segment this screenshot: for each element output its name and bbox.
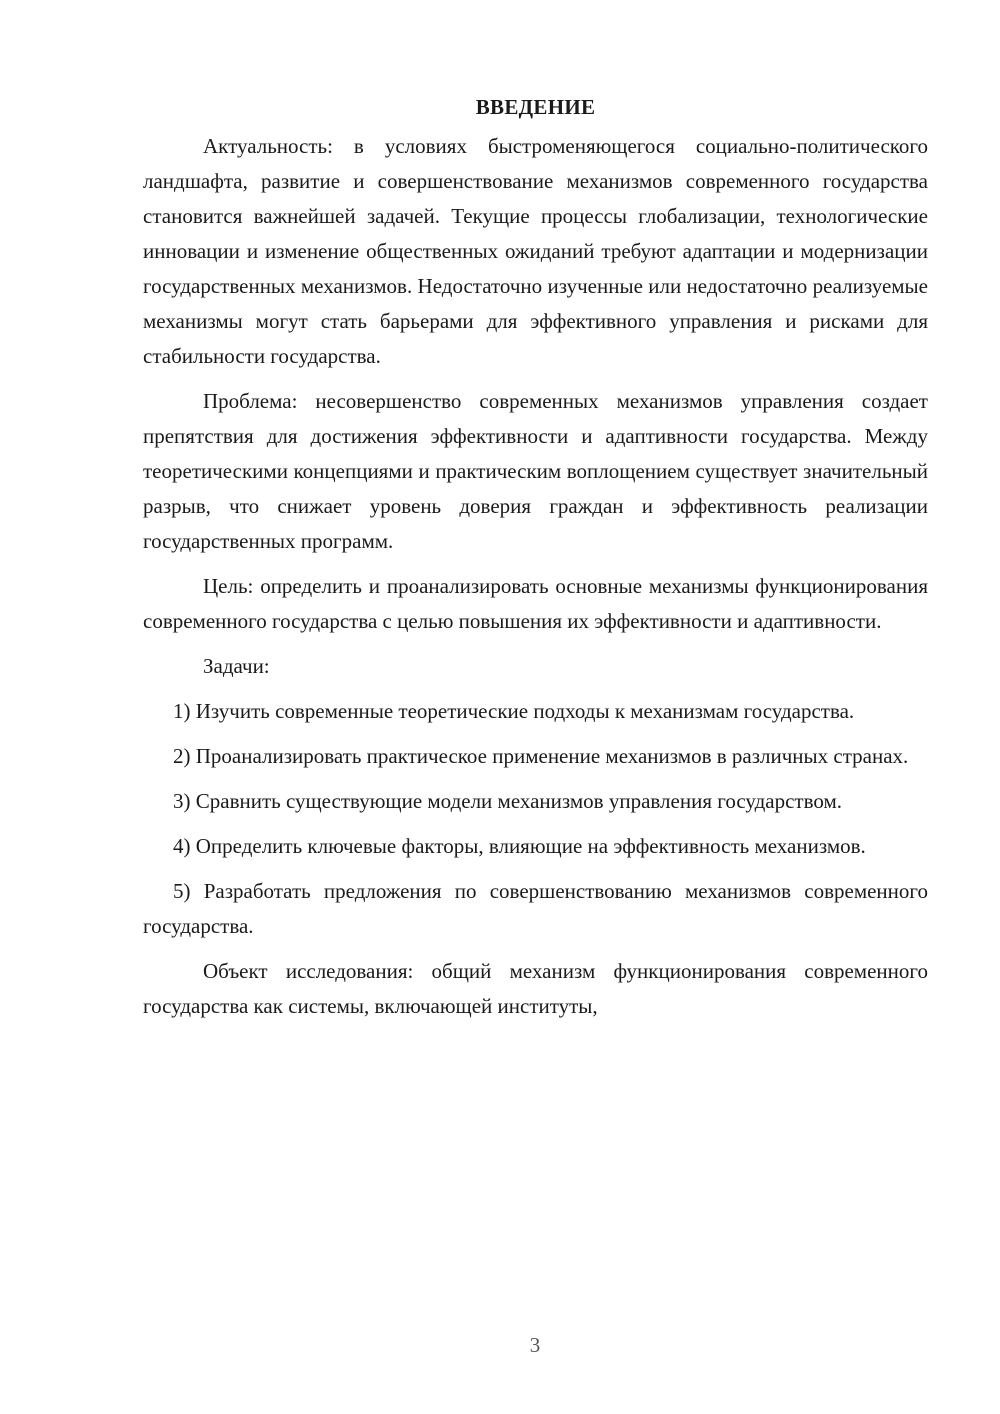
task-item-4: 4) Определить ключевые факторы, влияющие на эффективность механизмов. [173, 834, 866, 858]
tasks-heading: Задачи: [203, 654, 270, 678]
section-title: ВВЕДЕНИЕ [475, 95, 596, 119]
task-item-2: 2) Проанализировать практическое применение механизмов в различных странах. [173, 744, 909, 768]
document-page [143, 90, 928, 1034]
paragraph-problem: Проблема: несовершенство современных механизмов управления создает препятствия для достижения эффективности и адаптивности государства. Между теоретическими концепциями и практическим воплощением существует значительный разрыв, что снижает уровень доверия граждан и эффективность реализации государственных программ. [143, 389, 928, 553]
page-number: 3 [529, 1333, 541, 1357]
paragraph-goal: Цель: определить и проанализировать основные механизмы функционирования современного государства с целью повышения их эффективности и адаптивности. [143, 574, 928, 633]
task-item-3: 3) Сравнить существующие модели механизмов управления государством. [173, 789, 842, 813]
paragraph-object: Объект исследования: общий механизм функционирования современного государства как системы, включающей институты, [143, 959, 928, 1018]
paragraph-actuality: Актуальность: в условиях быстроменяющегося социально-политического ландшафта, развитие и совершенствование механизмов современного государства становится важнейшей задачей. Текущие процессы глобализации, технологические инновации и изменение общественных ожиданий требуют адаптации и модернизации государственных механизмов. Недостаточно изученные или недостаточно реализуемые механизмы могут стать барьерами для эффективного управления и рисками для стабильности государства. [143, 134, 928, 368]
task-item-5: 5) Разработать предложения по совершенствованию механизмов современного государства. [143, 879, 928, 938]
task-item-1: 1) Изучить современные теоретические подходы к механизмам государства. [173, 699, 855, 723]
